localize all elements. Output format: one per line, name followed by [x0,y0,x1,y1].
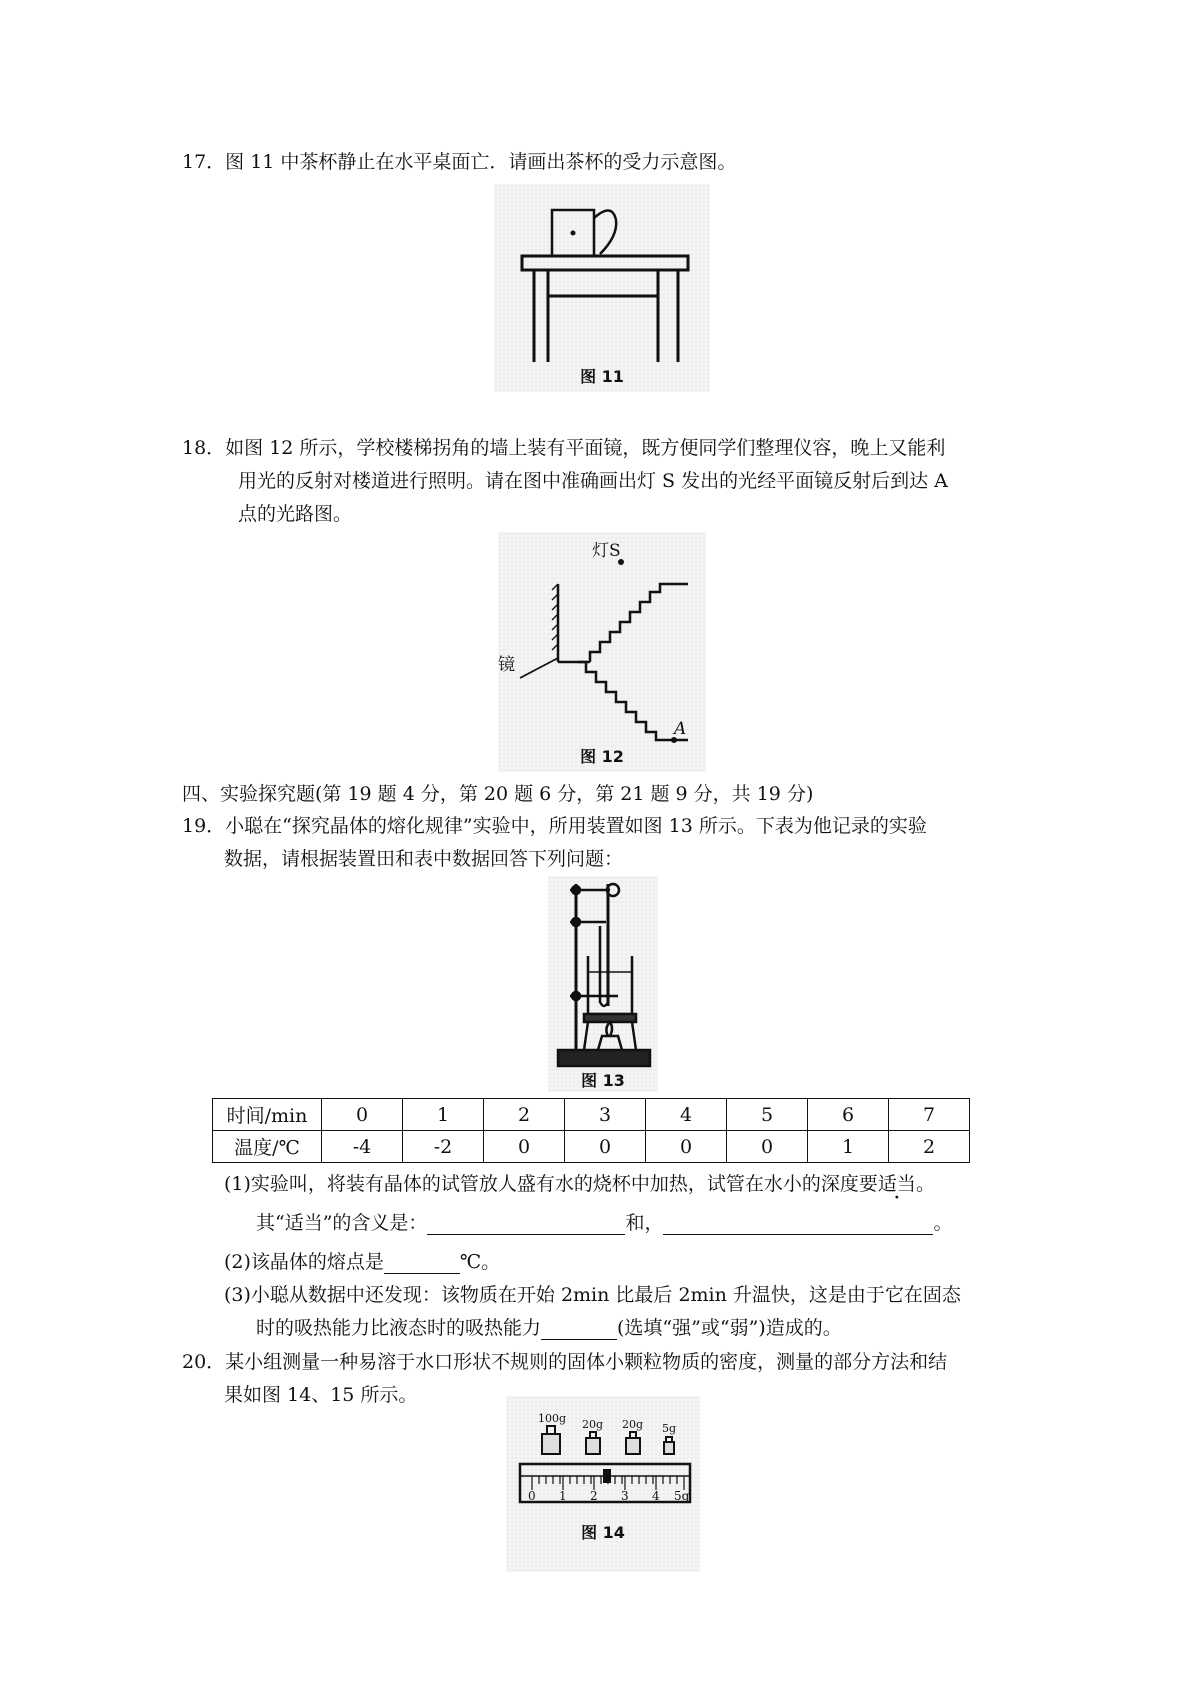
table-cell: 0 [565,1131,646,1163]
table-cell: 2 [484,1099,565,1131]
answer-blank-strong-weak[interactable] [541,1319,617,1340]
answer-blank-2[interactable] [663,1214,933,1235]
table-cell: 6 [808,1099,889,1131]
table-row-temperature [213,1131,970,1163]
weight-label-20g-b: 20g [622,1418,644,1431]
table-cell: -4 [322,1131,403,1163]
mirror-label: 镜 [498,655,515,675]
table-row-time [213,1099,970,1131]
figure-13 [548,876,658,1092]
table-cell: 2 [889,1131,970,1163]
table-cell: 0 [727,1131,808,1163]
q19-sub3-choice: (选填“强”或“弱”)造成的。 [617,1317,842,1339]
q20-line1: 20．某小组测量一种易溶于水口形状不规则的固体小颗粒物质的密度，测量的部分方法和结 [182,1351,948,1373]
lamp-label: 灯S [592,541,621,561]
figure-14-caption: 图 14 [581,1523,625,1542]
table-cell: -2 [403,1131,484,1163]
q19-sub2-unit: ℃。 [459,1251,501,1273]
q19-sub1-prompt: 其“适当”的含义是： [256,1212,428,1234]
q18-line1: 18．如图 12 所示，学校楼梯拐角的墙上装有平面镜，既方便同学们整理仪容，晚上又能利 [182,437,946,459]
scale-tick-1: 1 [559,1489,567,1503]
section4-heading: 四、实验探究题(第 19 题 4 分，第 20 题 6 分，第 21 题 9 分，共 19 分) [182,783,814,805]
scale-tick-2: 2 [590,1489,598,1503]
q19-sub3-line1: (3)小聪从数据中还发现：该物质在开始 2min 比最后 2min 升温快，这是由于它在固态 [224,1284,961,1306]
answer-blank-melting-point[interactable] [384,1253,460,1274]
temperature-data-table [212,1098,970,1163]
q19-sub3-text: 时的吸热能力比液态时的吸热能力 [256,1317,542,1339]
melting-apparatus-diagram [548,876,658,1092]
emphasis-appropriate: 适当 [877,1173,916,1195]
q19-sub3-line2 [256,1316,842,1340]
q19-sub1-end: 。 [933,1212,953,1234]
q19-sub1-text: (1)实验叫，将装有晶体的试管放人盛有水的烧杯中加热，试管在水小的深度要 [224,1173,878,1195]
q19-sub1-line1 [224,1172,935,1196]
point-a-label: A [674,719,687,739]
table-cell: 5 [727,1099,808,1131]
teacup-table-diagram [494,184,710,392]
q19-line1: 19．小聪在“探究晶体的熔化规律”实验中，所用装置如图 13 所示。下表为他记录的实验 [182,815,927,837]
q19-sub1-period: 。 [915,1173,935,1195]
scale-tick-3: 3 [621,1489,629,1503]
weight-label-5g: 5g [662,1422,677,1435]
table-header-time: 时间/min [213,1099,322,1131]
table-cell: 1 [403,1099,484,1131]
q19-line2: 数据，请根据装置田和表中数据回答下列问题： [224,848,624,870]
scale-tick-5g: 5g [674,1489,690,1503]
q19-sub1-and: 和， [625,1212,664,1234]
table-cell: 1 [808,1131,889,1163]
q18-line3: 点的光路图。 [238,503,353,525]
q19-sub2 [224,1250,500,1274]
figure-12-caption: 图 12 [580,747,624,766]
answer-blank-1[interactable] [427,1214,625,1235]
table-cell: 4 [646,1099,727,1131]
q18-line2: 用光的反射对楼道进行照明。请在图中准确画出灯 S 发出的光经平面镜反射后到达 A [238,470,948,492]
q19-sub2-text: (2)该晶体的熔点是 [224,1251,384,1273]
weight-label-20g-a: 20g [582,1418,604,1431]
table-header-temperature: 温度/℃ [213,1131,322,1163]
table-cell: 0 [322,1099,403,1131]
cup-center-dot [571,231,576,236]
figure-13-caption: 图 13 [581,1071,625,1090]
scale-tick-4: 4 [652,1489,660,1503]
q19-sub1-line2 [256,1211,952,1235]
q20-line2: 果如图 14、15 所示。 [224,1384,418,1406]
table-cell: 0 [646,1131,727,1163]
weight-label-100g: 100g [538,1412,567,1425]
figure-14 [506,1396,700,1572]
table-cell: 0 [484,1131,565,1163]
figure-11 [494,184,710,392]
table-cell: 7 [889,1099,970,1131]
figure-12 [498,532,706,772]
scale-tick-0: 0 [528,1489,536,1503]
balance-weights-diagram [506,1396,700,1572]
table-cell: 3 [565,1099,646,1131]
q17-text: 17．图 11 中茶杯静止在水平桌面亡．请画出茶杯的受力示意图。 [182,151,737,173]
staircase-mirror-diagram [498,532,706,772]
figure-11-caption: 图 11 [580,367,624,386]
